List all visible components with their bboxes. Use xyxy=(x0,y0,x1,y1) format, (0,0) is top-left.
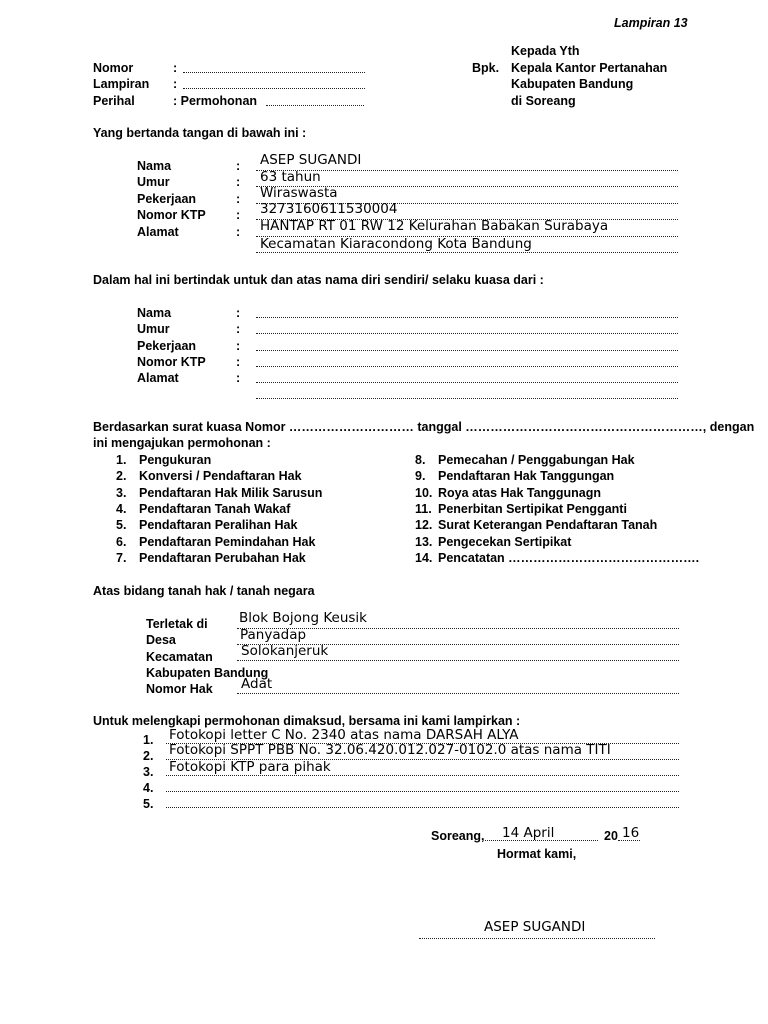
signer-label-nama: Nama xyxy=(137,159,172,173)
signature-year-prefix: 20 xyxy=(604,829,618,843)
proxy-label-umur: Umur xyxy=(137,322,170,336)
signature-name-line xyxy=(419,938,655,939)
request-no: 10. xyxy=(415,486,433,500)
land-desa-value[interactable]: Panyadap xyxy=(240,627,307,643)
request-no: 9. xyxy=(415,469,426,483)
recipient-line-4: di Soreang xyxy=(511,94,576,108)
request-no: 4. xyxy=(116,502,127,516)
attachment-item-2[interactable]: Fotokopi SPPT PBB No. 32.06.420.012.027-0102.0 atas nama TITI xyxy=(169,742,611,758)
request-no: 8. xyxy=(415,453,426,467)
proxy-colon-2: : xyxy=(236,322,241,336)
attachment-no: 3. xyxy=(143,765,154,779)
request-no: 12. xyxy=(415,518,433,532)
request-item: Pengecekan Sertipikat xyxy=(438,535,572,549)
land-label-kabupaten: Kabupaten Bandung xyxy=(146,666,269,680)
request-item: Pendaftaran Pemindahan Hak xyxy=(139,535,316,549)
request-item: Konversi / Pendaftaran Hak xyxy=(139,469,302,483)
signer-nama-value[interactable]: ASEP SUGANDI xyxy=(260,152,362,168)
proxy-ktp-field[interactable] xyxy=(256,366,678,367)
signature-closing: Hormat kami, xyxy=(497,847,577,861)
land-kecamatan-line xyxy=(237,660,679,661)
attachment-no: 5. xyxy=(143,797,154,811)
basis-line-2: ini mengajukan permohonan : xyxy=(93,436,271,450)
attachment-item-3[interactable]: Fotokopi KTP para pihak xyxy=(169,759,331,775)
land-intro: Atas bidang tanah hak / tanah negara xyxy=(93,584,315,598)
signer-label-alamat: Alamat xyxy=(137,225,179,239)
proxy-label-nama: Nama xyxy=(137,306,172,320)
signer-alamat-value-2[interactable]: Kecamatan Kiaracondong Kota Bandung xyxy=(260,236,532,252)
proxy-umur-field[interactable] xyxy=(256,333,678,334)
land-label-nomor-hak: Nomor Hak xyxy=(146,682,213,696)
intro-text: Yang bertanda tangan di bawah ini : xyxy=(93,126,307,140)
attachment-no: 4. xyxy=(143,781,154,795)
request-no: 14. xyxy=(415,551,433,565)
request-item: Pencatatan ………………………………………. xyxy=(438,551,700,565)
request-no: 1. xyxy=(116,453,127,467)
request-item: Penerbitan Sertipikat Pengganti xyxy=(438,502,627,516)
signature-name[interactable]: ASEP SUGANDI xyxy=(484,919,586,935)
lampiran-colon: : xyxy=(173,77,178,91)
lampiran-field-label: Lampiran xyxy=(93,77,150,91)
signer-label-ktp: Nomor KTP xyxy=(137,208,206,222)
recipient-line-1: Kepada Yth xyxy=(511,44,580,58)
signature-place: Soreang, xyxy=(431,829,485,843)
proxy-colon-4: : xyxy=(236,355,241,369)
signer-ktp-value[interactable]: 3273160611530004 xyxy=(260,201,398,217)
proxy-alamat-field-2[interactable] xyxy=(256,398,678,399)
perihal-label: Perihal xyxy=(93,94,135,108)
land-label-kecamatan: Kecamatan xyxy=(146,650,213,664)
attachment-item-1[interactable]: Fotokopi letter C No. 2340 atas nama DARSAH ALYA xyxy=(169,727,519,743)
proxy-label-alamat: Alamat xyxy=(137,371,179,385)
land-kecamatan-value[interactable]: Solokanjeruk xyxy=(241,643,329,659)
request-no: 2. xyxy=(116,469,127,483)
signer-alamat-line-2 xyxy=(256,252,678,253)
land-label-desa: Desa xyxy=(146,633,176,647)
proxy-nama-field[interactable] xyxy=(256,317,678,318)
lampiran-field[interactable] xyxy=(183,88,365,89)
signer-colon-1: : xyxy=(236,159,241,173)
signer-alamat-value-1[interactable]: HANTAP RT 01 RW 12 Kelurahan Babakan Surabaya xyxy=(260,218,609,234)
basis-line-1: Berdasarkan surat kuasa Nomor ………………………… tanggal …………………………………………………, dengan xyxy=(93,420,755,434)
request-item: Pendaftaran Hak Tanggungan xyxy=(438,469,615,483)
land-terletak-value[interactable]: Blok Bojong Keusik xyxy=(239,610,367,626)
request-item: Pendaftaran Hak Milik Sarusun xyxy=(139,486,323,500)
request-no: 7. xyxy=(116,551,127,565)
perihal-field[interactable] xyxy=(266,105,364,106)
lampiran-label: Lampiran 13 xyxy=(614,16,688,30)
nomor-colon: : xyxy=(173,61,178,75)
attachment-field-5[interactable] xyxy=(166,807,679,808)
signature-year[interactable]: 16 xyxy=(622,825,640,841)
request-item: Pemecahan / Penggabungan Hak xyxy=(438,453,635,467)
request-item: Pendaftaran Peralihan Hak xyxy=(139,518,298,532)
signer-umur-value[interactable]: 63 tahun xyxy=(260,169,321,185)
request-no: 11. xyxy=(415,502,432,516)
signer-pekerjaan-value[interactable]: Wiraswasta xyxy=(260,185,338,201)
land-label-terletak: Terletak di xyxy=(146,617,208,631)
request-no: 3. xyxy=(116,486,127,500)
request-item: Pengukuran xyxy=(139,453,212,467)
attachment-no: 2. xyxy=(143,749,154,763)
request-item: Pendaftaran Tanah Wakaf xyxy=(139,502,291,516)
proxy-label-ktp: Nomor KTP xyxy=(137,355,206,369)
perihal-value: : Permohonan xyxy=(173,94,258,108)
request-no: 5. xyxy=(116,518,127,532)
request-no: 13. xyxy=(415,535,433,549)
recipient-line-3: Kabupaten Bandung xyxy=(511,77,634,91)
signer-colon-2: : xyxy=(236,175,241,189)
attachment-no: 1. xyxy=(143,733,154,747)
land-nomor-hak-line xyxy=(237,693,679,694)
nomor-label: Nomor xyxy=(93,61,134,75)
request-item: Roya atas Hak Tanggunagn xyxy=(438,486,601,500)
bpk-label: Bpk. xyxy=(472,61,500,75)
signer-label-pekerjaan: Pekerjaan xyxy=(137,192,197,206)
attachment-field-4[interactable] xyxy=(166,791,679,792)
signer-label-umur: Umur xyxy=(137,175,170,189)
proxy-intro: Dalam hal ini bertindak untuk dan atas nama diri sendiri/ selaku kuasa dari : xyxy=(93,273,544,287)
proxy-label-pekerjaan: Pekerjaan xyxy=(137,339,197,353)
signer-colon-3: : xyxy=(236,192,241,206)
recipient-line-2: Kepala Kantor Pertanahan xyxy=(511,61,668,75)
request-no: 6. xyxy=(116,535,127,549)
signer-colon-5: : xyxy=(236,225,241,239)
request-item: Pendaftaran Perubahan Hak xyxy=(139,551,306,565)
proxy-colon-1: : xyxy=(236,306,241,320)
land-nomor-hak-value[interactable]: Adat xyxy=(241,676,273,692)
signer-colon-4: : xyxy=(236,208,241,222)
proxy-colon-3: : xyxy=(236,339,241,353)
proxy-alamat-field-1[interactable] xyxy=(256,382,678,383)
signature-date[interactable]: 14 April xyxy=(502,825,555,841)
attachment-line-3 xyxy=(166,775,679,776)
request-item: Surat Keterangan Pendaftaran Tanah xyxy=(438,518,658,532)
attachments-intro: Untuk melengkapi permohonan dimaksud, bersama ini kami lampirkan : xyxy=(93,714,521,728)
proxy-pekerjaan-field[interactable] xyxy=(256,350,678,351)
proxy-colon-5: : xyxy=(236,371,241,385)
nomor-field[interactable] xyxy=(183,72,365,73)
